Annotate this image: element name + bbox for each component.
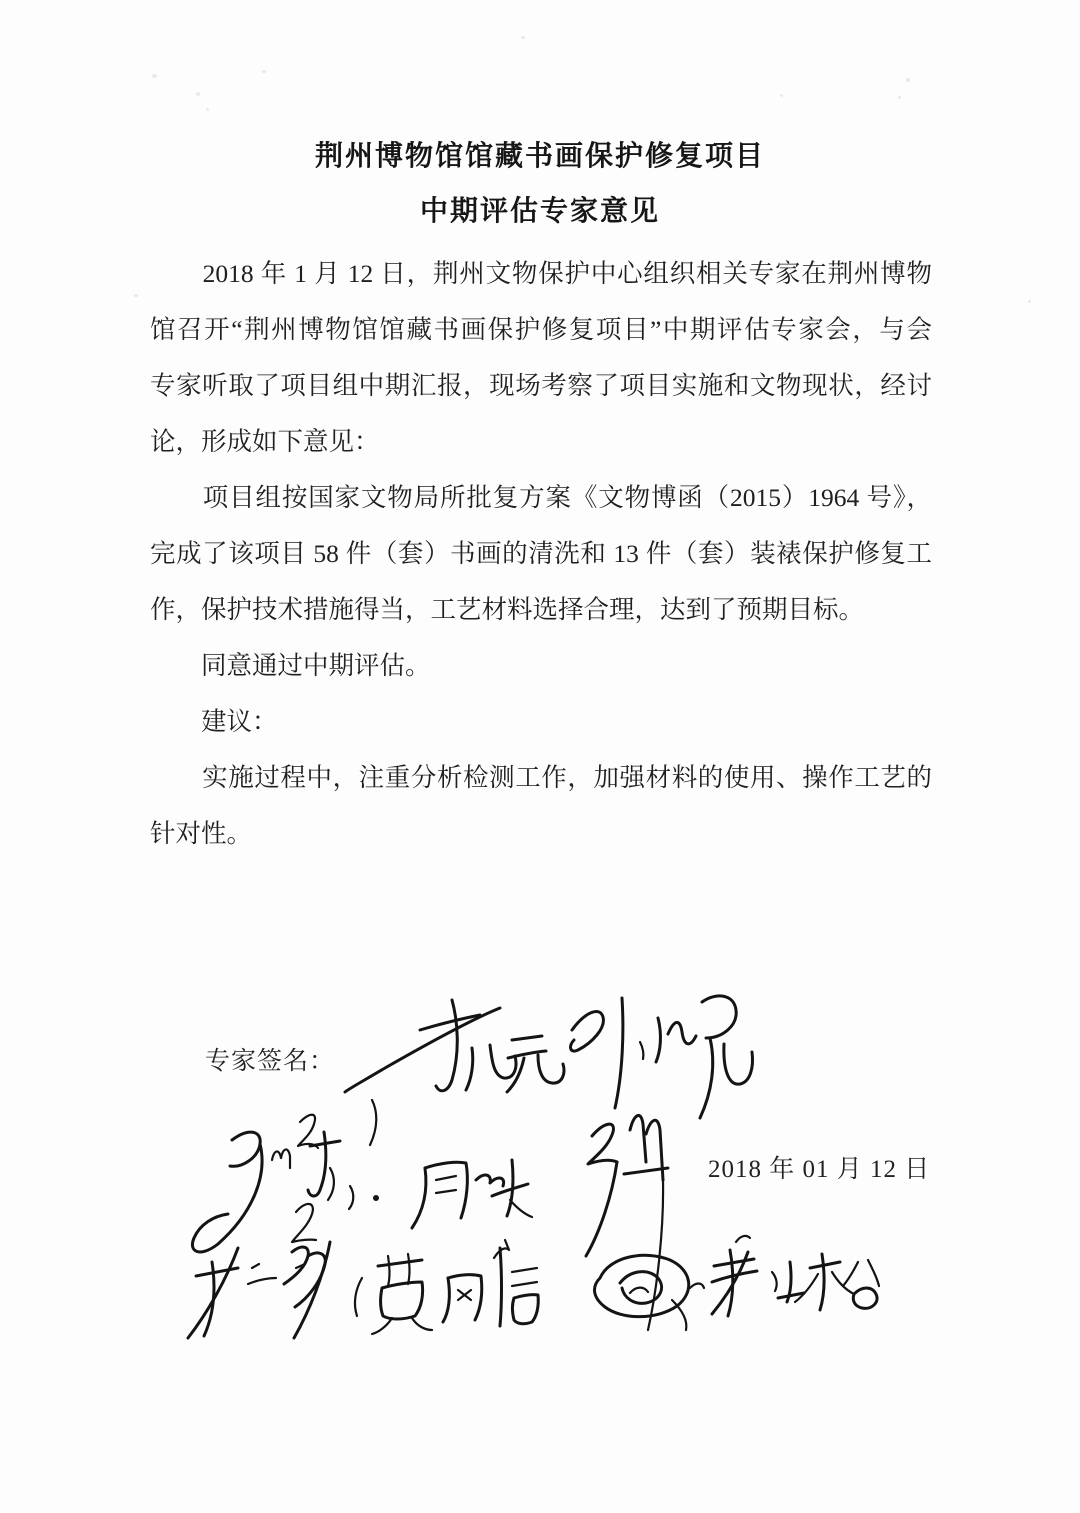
expert-signature-label: 专家签名： — [205, 1048, 336, 1075]
body-line: 作，保护技术措施得当，工艺材料选择合理，达到了预期目标。 — [150, 595, 865, 624]
scan-noise — [906, 78, 910, 82]
scan-noise — [1028, 300, 1031, 303]
body-line: 针对性。 — [150, 819, 253, 848]
signature-expert-1 — [345, 1000, 564, 1145]
document-subtitle: 中期评估专家意见 — [419, 195, 660, 226]
signature-expert-6 — [188, 1242, 330, 1338]
body-line: 实施过程中，注重分析检测工作，加强材料的使用、操作工艺的 — [150, 763, 932, 792]
body-line: 论，形成如下意见： — [150, 427, 380, 456]
body-line: 建议： — [150, 707, 278, 736]
scan-noise — [898, 96, 901, 99]
body-line: 项目组按国家文物局所批复方案《文物博函（2015）1964 号》， — [150, 483, 932, 512]
document-date: 2018 年 01 月 12 日 — [708, 1156, 931, 1183]
scan-noise — [521, 36, 525, 39]
signature-expert-7 — [355, 1240, 538, 1334]
signature-expert-4 — [412, 1160, 532, 1228]
scan-noise — [780, 94, 783, 97]
body-line: 完成了该项目 58 件（套）书画的清洗和 13 件（套）装裱保护修复工 — [150, 539, 932, 568]
document-title: 荆州博物馆馆藏书画保护修复项目 — [314, 140, 765, 171]
signature-expert-3 — [192, 1115, 379, 1252]
scan-noise — [152, 74, 157, 78]
signature-expert-9 — [712, 1236, 879, 1316]
body-line: 专家听取了项目组中期汇报，现场考察了项目实施和文物现状，经讨 — [150, 371, 932, 400]
body-line: 馆召开“荆州博物馆馆藏书画保护修复项目”中期评估专家会，与会 — [150, 315, 932, 344]
scan-noise — [196, 92, 200, 96]
body-line: 2018 年 1 月 12 日，荆州文物保护中心组织相关专家在荆州博物 — [150, 259, 932, 288]
scan-noise — [262, 70, 266, 73]
body-line: 同意通过中期评估。 — [150, 651, 431, 680]
signature-expert-2 — [571, 996, 753, 1118]
scan-noise — [206, 108, 209, 111]
scan-noise — [134, 294, 138, 297]
